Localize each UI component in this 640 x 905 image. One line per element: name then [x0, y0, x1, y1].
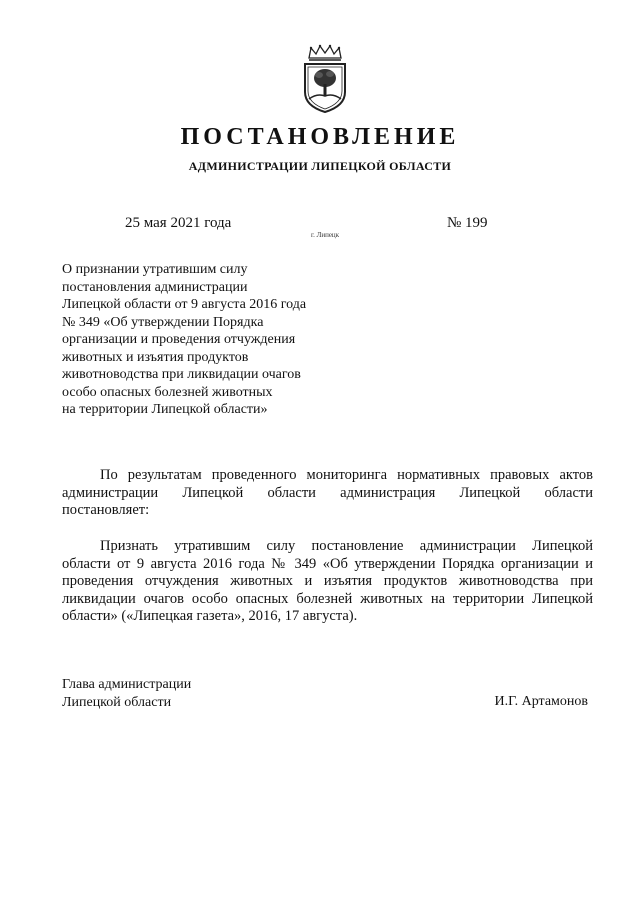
paragraph-line: администрации Липецкой области администрация Липецкой области	[62, 484, 593, 501]
signatory-position-line: Липецкой области	[62, 695, 172, 710]
signatory-position	[62, 676, 191, 712]
paragraph-line: проведения отчуждения животных и изъятия продуктов животноводства при	[62, 573, 593, 589]
signatory-name: И.Г. Артамонов	[494, 694, 588, 709]
paragraph-line: ликвидации очагов особо опасных болезней животных на территории Липецкой	[62, 590, 593, 607]
issuer-heading: АДМИНИСТРАЦИИ ЛИПЕЦКОЙ ОБЛАСТИ	[188, 159, 452, 173]
document-type-heading: ПОСТАНОВЛЕНИЕ	[180, 124, 460, 150]
document-number: № 199	[447, 215, 488, 231]
paragraph-line: постановляет:	[62, 502, 150, 518]
document-date: 25 мая 2021 года	[125, 215, 232, 231]
subject-line: животноводства при ликвидации очагов	[62, 367, 301, 382]
paragraph-line: области» («Липецкая газета», 2016, 17 августа).	[62, 608, 358, 624]
subject-line: Липецкой области от 9 августа 2016 года	[62, 297, 307, 312]
coat-of-arms-icon	[299, 44, 351, 114]
subject-line: № 349 «Об утверждении Порядка	[62, 314, 264, 330]
subject-line: организации и проведения отчуждения	[62, 332, 296, 347]
subject-line: постановления администрации	[62, 279, 248, 295]
paragraph-line: области от 9 августа 2016 года № 349 «Об утверждении Порядка организации и	[62, 555, 593, 572]
body-paragraph-preamble	[62, 467, 593, 520]
paragraph-line: Признать утратившим силу постановление администрации Липецкой	[100, 538, 593, 554]
paragraph-line: По результатам проведенного мониторинга нормативных правовых актов	[100, 467, 593, 483]
subject-line: на территории Липецкой области»	[62, 402, 268, 417]
subject-line: О признании утратившим силу	[62, 262, 248, 277]
subject-line: особо опасных болезней животных	[62, 384, 273, 400]
body-paragraph-resolution	[62, 538, 593, 626]
subject-line: животных и изъятия продуктов	[62, 349, 249, 365]
document-subject	[62, 261, 362, 419]
document-place: г. Липецк	[311, 231, 340, 239]
signatory-position-line: Глава администрации	[62, 677, 192, 692]
